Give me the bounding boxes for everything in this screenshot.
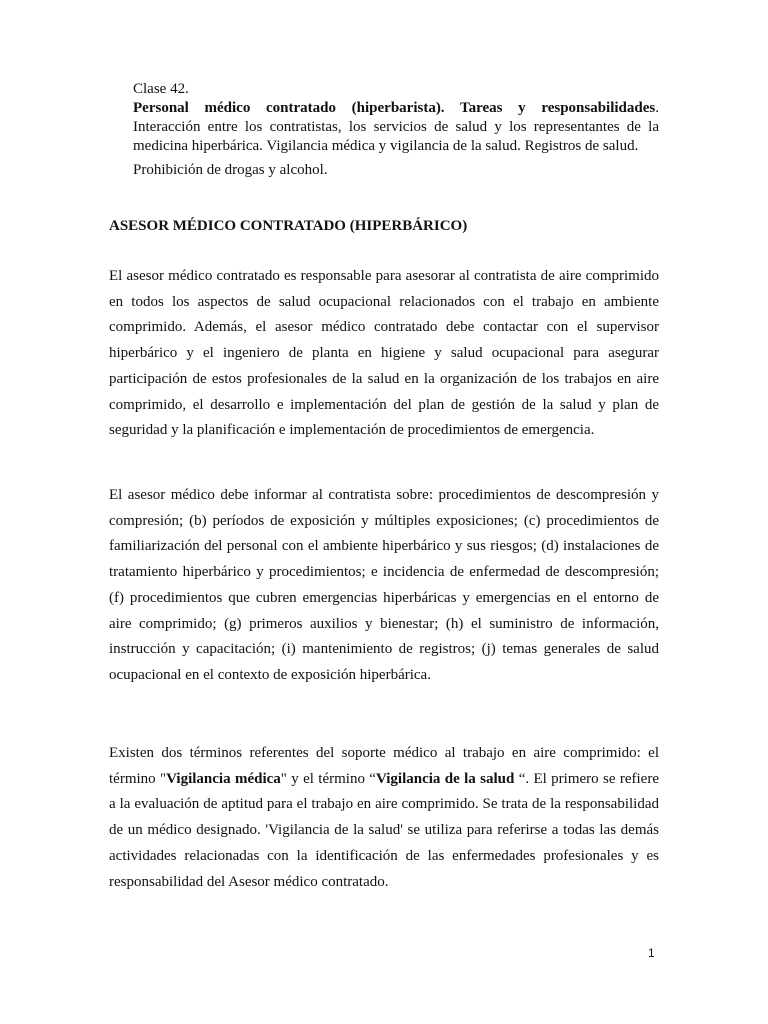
- term-vigilancia-salud: Vigilancia de la salud: [375, 770, 515, 787]
- section-heading: ASESOR MÉDICO CONTRATADO (HIPERBÁRICO): [109, 218, 468, 234]
- class-number: Clase 42.: [133, 81, 189, 97]
- paragraph-2: El asesor médico debe informar al contratista sobre: procedimientos de descompresión y compresión; (b) períodos de exposición y múltiples exposiciones; (c) procedimientos de familiarización del personal con el ambiente hiperbárico y sus riesgos; (d) instalaciones de tratamiento hiperbárico y procedimientos; e incidencia de enfermedad de descompresión; (f) procedimientos que cubren emergencias hiperbáricas y emergencias en el entorno de aire comprimido; (g) primeros auxilios y bienestar; (h) el suministro de información, instrucción y capacitación; (i) mantenimiento de registros; (j) temas generales de salud ocupacional en el contexto de exposición hiperbárica.: [109, 487, 659, 683]
- class-title-text: Personal médico contratado (hiperbarista). Tareas y responsabilidades: [133, 100, 656, 116]
- paragraph-1: El asesor médico contratado es responsable para asesorar al contratista de aire comprimido en todos los aspectos de salud ocupacional relacionados con el trabajo en ambiente comprimido. Además, el asesor médico contratado debe contactar con el supervisor hiperbárico y el ingeniero de planta en higiene y salud ocupacional para asegurar participación de estos profesionales de la salud en la organización de los trabajos en aire comprimido, el desarrollo e implementación del plan de gestión de la salud y plan de seguridad y la planificación e implementación de procedimientos de emergencia.: [109, 268, 659, 439]
- class-description: Interacción entre los contratistas, los servicios de salud y los representantes de la medicina hiperbárica. Vigilancia médica y vigilancia de la salud. Registros de salud.: [133, 119, 659, 154]
- paragraph-3: [109, 741, 659, 895]
- class-title: [133, 99, 659, 118]
- paragraph-3-part-3: “. El primero se refiere a la evaluación de aptitud para el trabajo en aire comprimido. Se trata de la responsabilidad de un médico designado. 'Vigilancia de la salud' se utiliza para referirse a todas las demás actividades relacionadas con la identificación de las enfermedades profesionales y es responsabilidad del Asesor médico contratado.: [109, 770, 659, 890]
- class-header: [133, 80, 659, 180]
- page-number: 1: [648, 946, 655, 960]
- paragraph-3-part-2: " y el término “: [280, 770, 376, 787]
- class-title-period: .: [655, 100, 659, 116]
- paragraph-3-part-1: Existen dos términos referentes del soporte médico al trabajo en aire comprimido: el término ": [109, 745, 659, 787]
- class-description-2: Prohibición de drogas y alcohol.: [133, 162, 328, 178]
- term-vigilancia-medica: Vigilancia médica: [166, 770, 281, 787]
